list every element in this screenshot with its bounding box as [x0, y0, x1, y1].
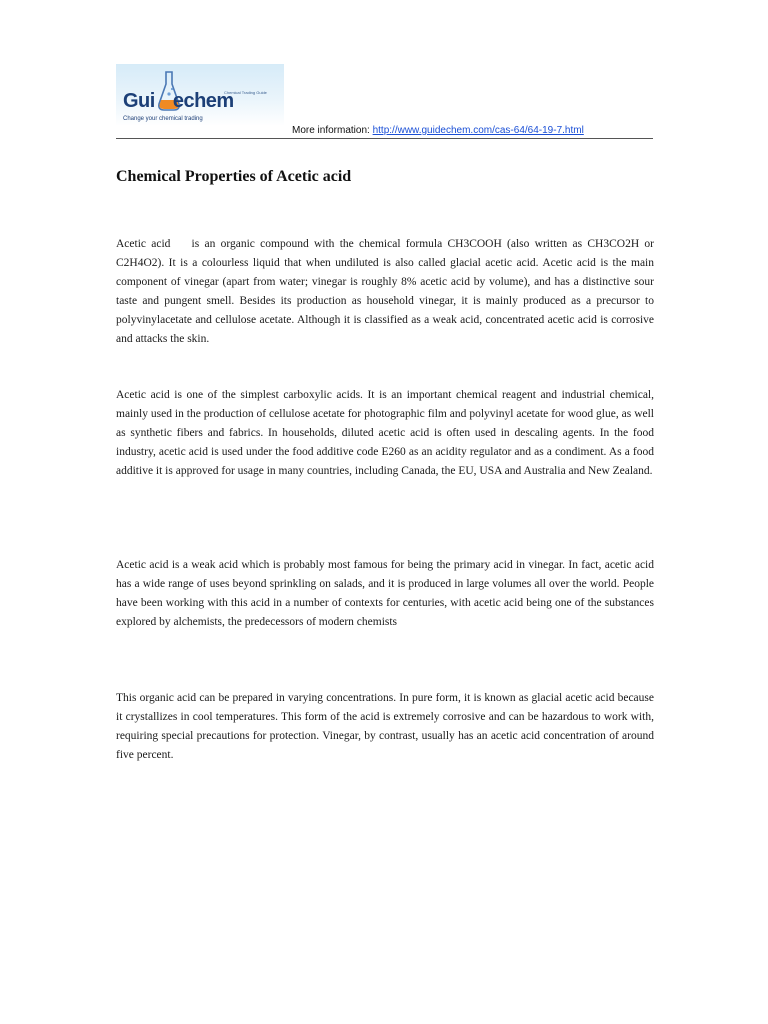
paragraph-3: Acetic acid is a weak acid which is probably most famous for being the primary acid in vinegar. In fact, acetic acid has a wide range of uses beyond sprinkling on salads, and it is produced in large volumes all over the world. People have been working with this acid in a number of contexts for centuries, with acetic acid being one of the substances explored by alchemists, the predecessors of modern chemists: [116, 559, 654, 628]
logo-slogan: Change your chemical trading: [123, 116, 203, 122]
logo-wordmark: Gui echem: [123, 90, 234, 112]
logo-tagline: Chemical Trading Guide: [224, 90, 267, 95]
document-title: Chemical Properties of Acetic acid: [116, 168, 352, 185]
paragraph-1: Acetic acid is an organic compound with the chemical formula CH3COOH (also written as CH3CO2H or C2H4O2). It is a colourless liquid that when undiluted is also called glacial acetic acid. Acetic acid is the main component of vinegar (apart from water; vinegar is roughly 8% acetic acid by volume), and has a distinctive sour taste and pungent smell. Besides its production as household vinegar, it is mainly produced as a precursor to polyvinylacetate and cellulose acetate. Although it is classified as a weak acid, concentrated acetic acid is corrosive and attacks the skin.: [116, 238, 657, 345]
more-information-line: [292, 125, 584, 136]
header-divider: [116, 138, 653, 139]
more-information-label: More information:: [292, 125, 370, 136]
more-information-link[interactable]: http://www.guidechem.com/cas-64/64-19-7.html: [372, 125, 584, 136]
paragraph-4: This organic acid can be prepared in varying concentrations. In pure form, it is known as glacial acetic acid because it crystallizes in cool temperatures. This form of the acid is extremely corrosive and can be hazardous to work with, requiring special precautions for protection. Vinegar, by contrast, usually has an acetic acid concentration of around five percent.: [116, 692, 654, 761]
paragraph-2: Acetic acid is one of the simplest carboxylic acids. It is an important chemical reagent and industrial chemical, mainly used in the production of cellulose acetate for photographic film and polyvinyl acetate for wood glue, as well as synthetic fibers and fabrics. In households, diluted acetic acid is often used in descaling agents. In the food industry, acetic acid is used under the food additive code E260 as an acidity regulator and as a condiment. As a food additive it is approved for usage in many countries, including Canada, the EU, USA and Australia and New Zealand.: [116, 389, 654, 477]
guidechem-logo: [116, 64, 284, 126]
